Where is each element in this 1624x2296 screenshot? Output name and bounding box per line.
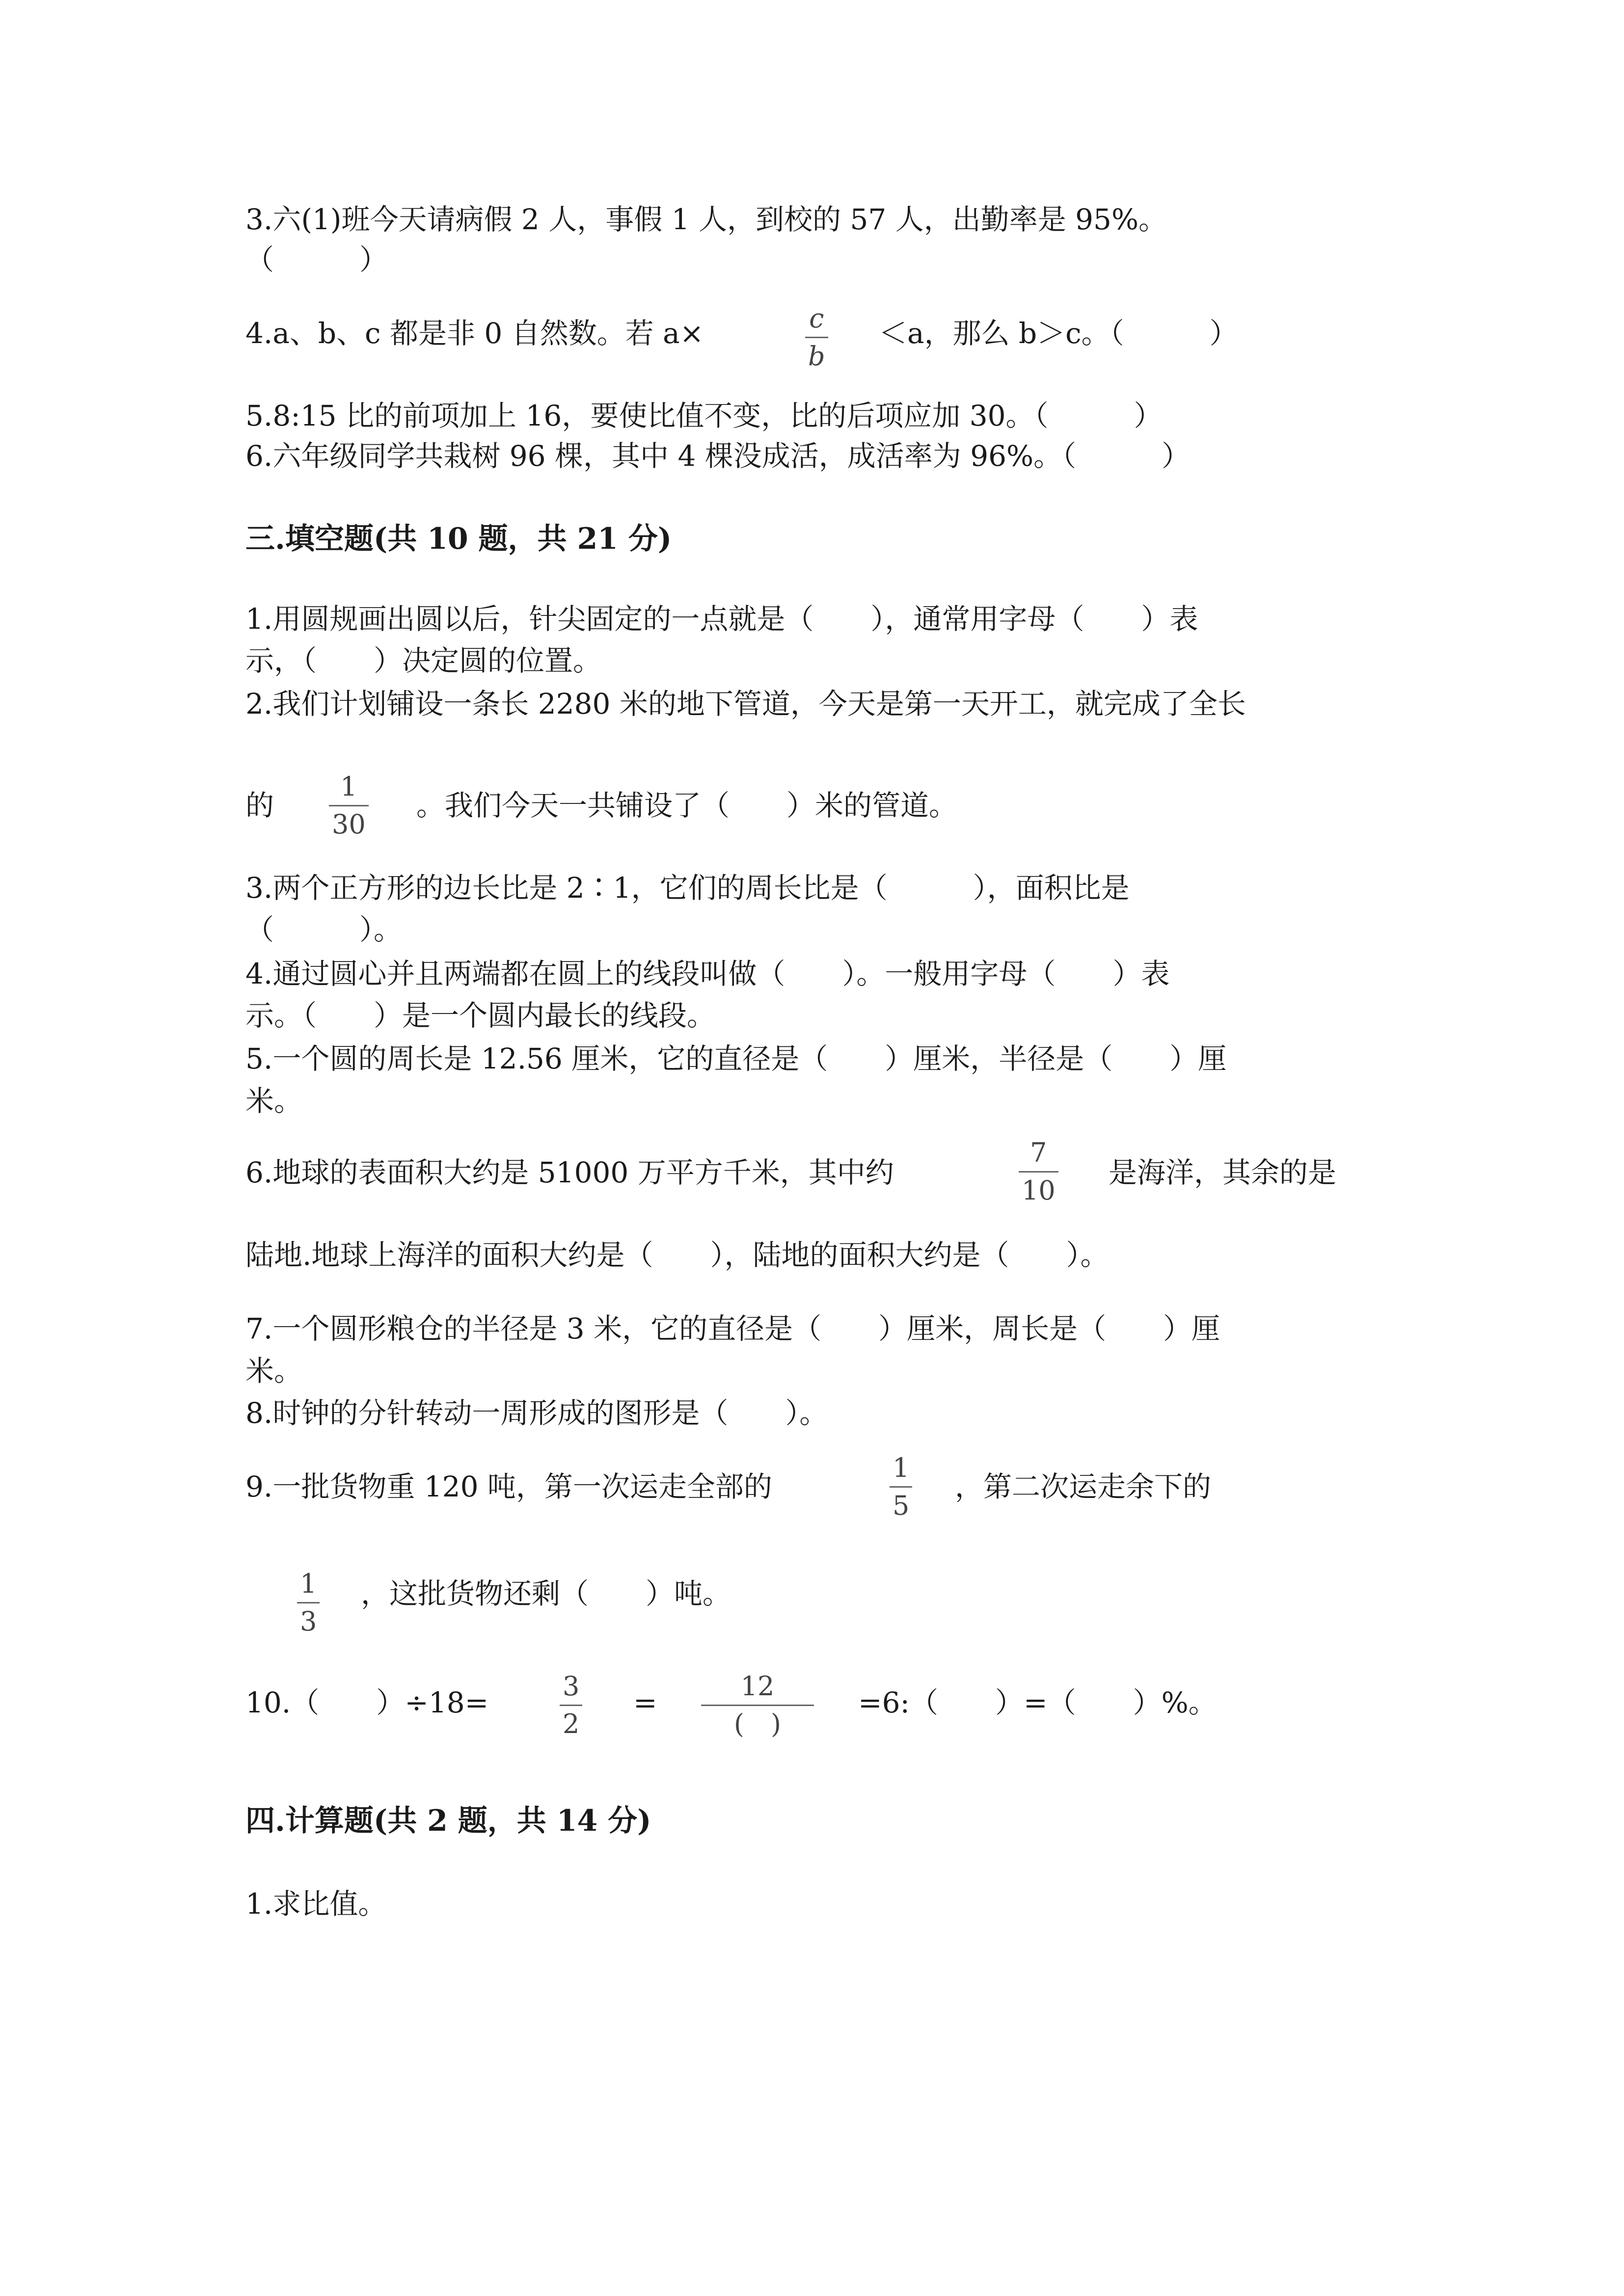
s3-q1-line1: 1.用圆规画出圆以后，针尖固定的一点就是（ ），通常用字母（ ）表 — [245, 602, 1198, 636]
fraction-numerator: 1 — [300, 1568, 317, 1599]
s3-q10-part2: =6:（ ）=（ ）%。 — [858, 1686, 1217, 1719]
s3-q10-equals: = — [633, 1686, 657, 1719]
s3-q2-fraction-1-30 — [329, 772, 369, 840]
fraction-bar — [1019, 1171, 1058, 1173]
fraction-numerator: 1 — [340, 771, 357, 802]
fraction-denominator: b — [808, 341, 825, 372]
fraction-denominator: ( ) — [733, 1709, 782, 1740]
fraction-bar — [329, 805, 369, 806]
s3-q2-text-after: 。我们今天一共铺设了（ ）米的管道。 — [416, 789, 958, 822]
fraction-numerator: 3 — [563, 1671, 580, 1702]
s3-q6-line2: 陆地.地球上海洋的面积大约是（ ），陆地的面积大约是（ ）。 — [245, 1238, 1109, 1272]
s3-q3-line2: （ ）。 — [245, 913, 403, 946]
s3-q8-line: 8.时钟的分针转动一周形成的图形是（ ）。 — [245, 1396, 828, 1430]
s3-q10-fraction-3-2 — [560, 1671, 582, 1739]
s3-q7-line1: 7.一个圆形粮仓的半径是 3 米，它的直径是（ ）厘米，周长是（ ）厘 — [245, 1312, 1220, 1345]
fraction-numerator: 7 — [1030, 1137, 1047, 1168]
s3-q9-text-after: ，第二次运走余下的 — [955, 1470, 1212, 1503]
fraction-bar — [297, 1602, 320, 1603]
fraction-numerator: 1 — [893, 1452, 910, 1483]
s3-q10-part1: 10.（ ）÷18= — [245, 1686, 489, 1719]
fraction-denominator: 10 — [1022, 1175, 1056, 1206]
s3-q5-line2: 米。 — [245, 1084, 303, 1118]
q4-judge-text-after: ＜a，那么 b＞c。（ ） — [879, 317, 1238, 350]
s3-q3-line1: 3.两个正方形的边长比是 2∶1，它们的周长比是（ ），面积比是 — [245, 871, 1130, 905]
fraction-bar — [805, 337, 828, 338]
section3-title: 三.填空题(共 10 题，共 21 分) — [245, 522, 672, 556]
s3-q9-fraction-1-3 — [297, 1569, 320, 1637]
fraction-denominator: 2 — [563, 1709, 580, 1740]
s3-q6-text-after: 是海洋，其余的是 — [1109, 1156, 1337, 1189]
section4-title: 四.计算题(共 2 题，共 14 分) — [245, 1804, 651, 1838]
q6-judge-line: 6.六年级同学共栽树 96 棵，其中 4 棵没成活，成活率为 96%。（ ） — [245, 439, 1191, 473]
s3-q6-text-before: 6.地球的表面积大约是 51000 万平方千米，其中约 — [245, 1156, 894, 1189]
s3-q2-line1: 2.我们计划铺设一条长 2280 米的地下管道，今天是第一天开工，就完成了全长 — [245, 687, 1246, 721]
fraction-bar — [890, 1486, 912, 1488]
fraction-denominator: 3 — [300, 1606, 317, 1637]
s3-q1-line2: 示，（ ）决定圆的位置。 — [245, 644, 602, 677]
s3-q9-line2: ，这批货物还剩（ ）吨。 — [361, 1577, 731, 1610]
s3-q6-fraction-7-10 — [1019, 1138, 1058, 1206]
s3-q4-line2: 示。（ ）是一个圆内最长的线段。 — [245, 999, 716, 1032]
s3-q9-fraction-1-5 — [890, 1453, 912, 1521]
fraction-bar — [560, 1705, 582, 1706]
fraction-denominator: 5 — [893, 1490, 910, 1522]
q4-judge-text-before: 4.a、b、c 都是非 0 自然数。若 a× — [245, 317, 704, 350]
q4-fraction-c-over-b — [805, 303, 828, 372]
s3-q10-fraction-12-blank — [701, 1671, 814, 1739]
fraction-numerator: c — [809, 303, 824, 334]
s3-q4-line1: 4.通过圆心并且两端都在圆上的线段叫做（ ）。一般用字母（ ）表 — [245, 957, 1170, 990]
s3-q2-text-before: 的 — [245, 789, 274, 822]
fraction-bar — [701, 1705, 814, 1706]
s3-q9-text-before: 9.一批货物重 120 吨，第一次运走全部的 — [245, 1470, 772, 1503]
s3-q5-line1: 5.一个圆的周长是 12.56 厘米，它的直径是（ ）厘米，半径是（ ）厘 — [245, 1042, 1227, 1075]
fraction-numerator: 12 — [740, 1671, 775, 1702]
q3-judge-line1: 3.六(1)班今天请病假 2 人，事假 1 人，到校的 57 人，出勤率是 95%。 — [245, 203, 1167, 236]
s4-q1-line: 1.求比值。 — [245, 1887, 387, 1921]
q3-judge-answer-blank: （ ） — [245, 243, 388, 276]
s3-q7-line2: 米。 — [245, 1354, 303, 1388]
fraction-denominator: 30 — [332, 809, 366, 840]
q5-judge-line: 5.8:15 比的前项加上 16，要使比值不变，比的后项应加 30。（ ） — [245, 399, 1163, 432]
